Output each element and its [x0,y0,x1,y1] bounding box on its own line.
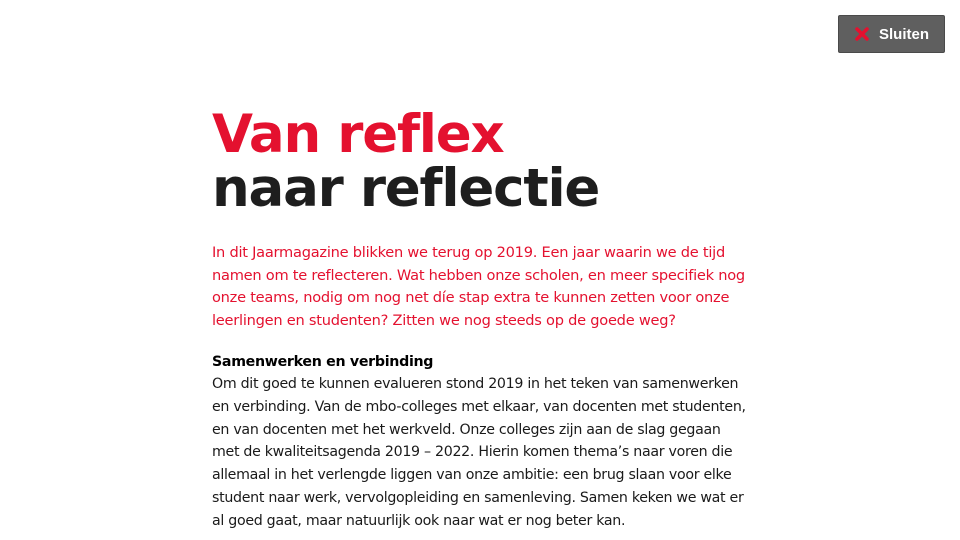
title-line-1: Van reflex [212,104,504,165]
close-button-label: Sluiten [878,25,929,43]
section-body: Om dit goed te kunnen evalueren stond 2019 in het teken van samenwerken en verbinding. Van de mbo-colleges met elkaar, van docenten met studenten, en van docenten met het werkveld. Onze colleges zijn aan de slag gegaan met de kwaliteitsagenda 2019 – 2022. Hierin komen thema’s naar voren die allemaal in het verlengde liggen van onze ambitie: een brug slaan voor elke student naar werk, vervolgopleiding en samenleving. Samen keken we wat er al goed gaat, maar natuurlijk ook naar wat er nog beter kan. [212,376,746,529]
close-button[interactable] [838,15,945,53]
article [212,104,752,533]
section-heading: Samenwerken en verbinding [212,354,434,370]
close-icon [854,26,870,42]
intro-paragraph: In dit Jaarmagazine blikken we terug op 2019. Een jaar waarin we de tijd namen om te reflecteren. Wat hebben onze scholen, en meer specifiek nog onze teams, nodig om nog net díe stap extra te kunnen zetten voor onze leerlingen en studenten? Zitten we nog steeds op de goede weg? [212,244,745,329]
title-line-2: naar reflectie [212,158,600,219]
page-title [212,104,752,219]
